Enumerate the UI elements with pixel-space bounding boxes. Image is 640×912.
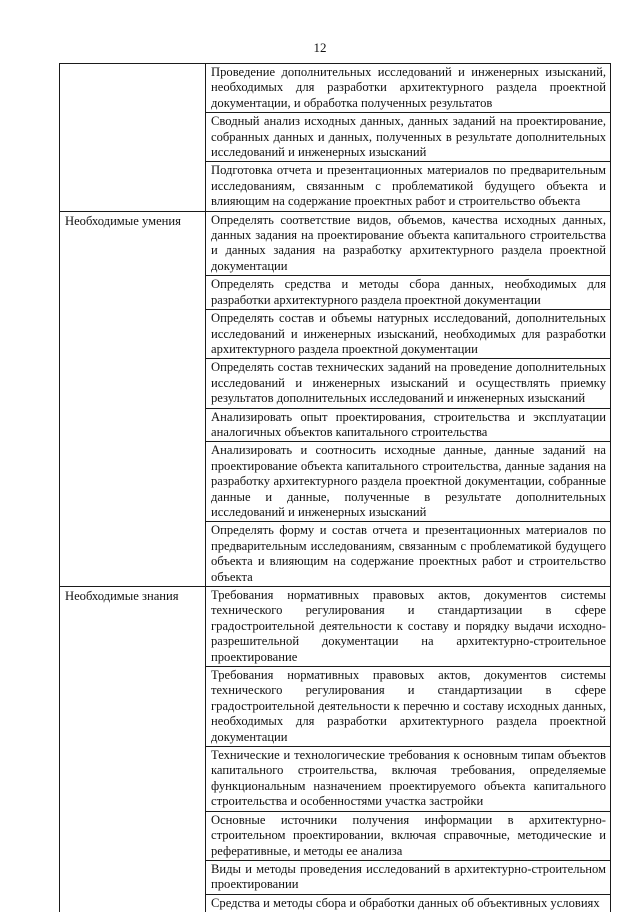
list-item: Определять состав и объемы натурных исследований, дополнительных исследований и инженерных изысканий, необходимых для разработки архитектурного раздела проектной документации bbox=[206, 309, 610, 358]
row-label bbox=[60, 64, 206, 212]
list-item: Средства и методы сбора и обработки данных об объективных условиях bbox=[206, 894, 610, 912]
row-label: Необходимые знания bbox=[60, 587, 206, 912]
competency-table bbox=[59, 63, 611, 912]
list-item: Основные источники получения информации в архитектурно-строительном проектировании, включая справочные, методические и реферативные, и методы ее анализа bbox=[206, 811, 610, 860]
list-item: Сводный анализ исходных данных, данных заданий на проектирование, собранных данных и данных, полученных в результате дополнительных исследований и инженерных изысканий bbox=[206, 112, 610, 161]
list-item: Анализировать опыт проектирования, строительства и эксплуатации аналогичных объектов капитального строительства bbox=[206, 408, 610, 442]
list-item: Проведение дополнительных исследований и инженерных изысканий, необходимых для разработки архитектурного раздела проектной документации, и обработка полученных результатов bbox=[206, 64, 610, 112]
list-item: Требования нормативных правовых актов, документов системы технического регулирования и стандартизации в сфере градостроительной деятельности к составу и порядку выдачи исходно-разрешительной документации на архитектурно-строительное проектирование bbox=[206, 587, 610, 666]
list-item: Определять средства и методы сбора данных, необходимых для разработки архитектурного раздела проектной документации bbox=[206, 275, 610, 309]
row-label: Необходимые умения bbox=[60, 211, 206, 586]
row-items bbox=[206, 211, 611, 586]
list-item: Виды и методы проведения исследований в архитектурно-строительном проектировании bbox=[206, 860, 610, 894]
list-item: Определять форму и состав отчета и презентационных материалов по предварительным исследованиям, связанным с проблематикой будущего объекта и влияющим на содержание проектных работ и строительство объекта bbox=[206, 521, 610, 586]
table-row bbox=[60, 64, 611, 212]
list-item: Анализировать и соотносить исходные данные, данные заданий на проектирование объекта капитального строительства, данные задания на разработку архитектурного раздела проектной документации, собранные данные и данные, полученные в результате дополнительных исследований и инженерных изысканий bbox=[206, 441, 610, 521]
list-item: Требования нормативных правовых актов, документов системы технического регулирования и стандартизации в сфере градостроительной деятельности к перечню и составу исходных данных, необходимых для разработки архитектурного раздела проектной документации bbox=[206, 666, 610, 746]
list-item: Подготовка отчета и презентационных материалов по предварительным исследованиям, связанным с проблематикой будущего объекта и влияющим на содержание проектных работ и строительство объекта bbox=[206, 161, 610, 210]
row-items bbox=[206, 64, 611, 212]
page-number: 12 bbox=[0, 40, 640, 56]
list-item: Определять состав технических заданий на проведение дополнительных исследований и инженерных изысканий и осуществлять приемку результатов дополнительных исследований и инженерных изысканий bbox=[206, 358, 610, 407]
table-row bbox=[60, 587, 611, 912]
list-item: Определять соответствие видов, объемов, качества исходных данных, данных задания на проектирование объекта капитального строительства и данных задания на разработку архитектурного раздела проектной документации bbox=[206, 212, 610, 276]
table-row bbox=[60, 211, 611, 586]
list-item: Технические и технологические требования к основным типам объектов капитального строительства, включая требования, определяемые функциональным назначением проектируемого объекта капитального строительства и особенностями участка застройки bbox=[206, 746, 610, 811]
row-items bbox=[206, 587, 611, 912]
